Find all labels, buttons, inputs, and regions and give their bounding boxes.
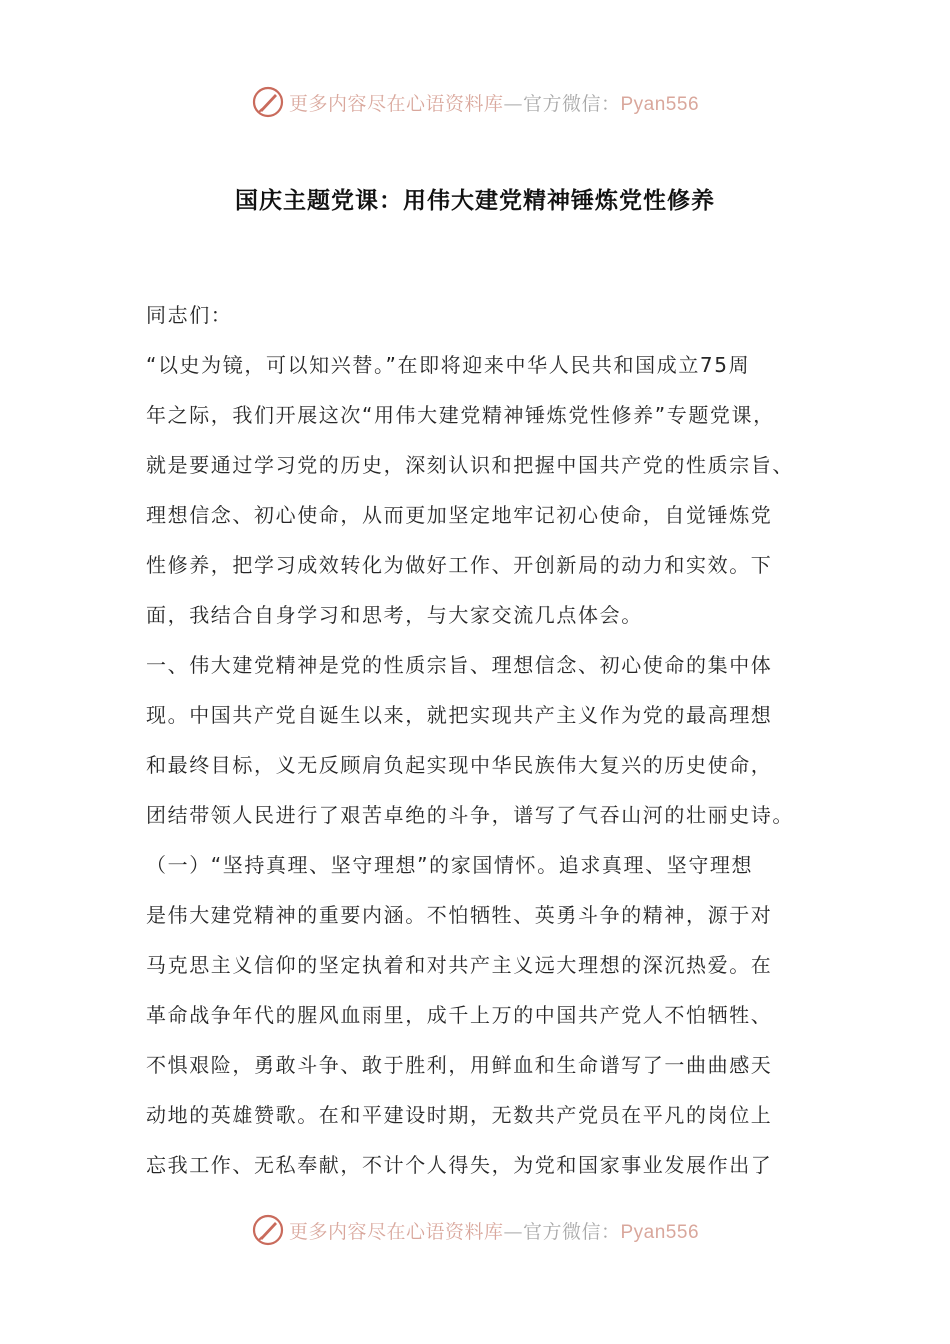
- body-line: “以史为镜，可以知兴替。”在即将迎来中华人民共和国成立75周: [146, 353, 751, 377]
- header-banner-wechat-label: 官方微信：: [522, 92, 621, 115]
- body-line: 同志们：: [146, 303, 233, 327]
- body-line: 革命战争年代的腥风血雨里，成千上万的中国共产党人不怕牺牲、: [146, 1003, 773, 1027]
- footer-banner-main: 更多内容尽在心语资料库: [288, 1220, 504, 1243]
- body-line: 是伟大建党精神的重要内涵。不怕牺牲、英勇斗争的精神，源于对: [146, 903, 773, 927]
- body-line: 面，我结合自身学习和思考，与大家交流几点体会。: [146, 603, 643, 627]
- body-line: 一、伟大建党精神是党的性质宗旨、理想信念、初心使命的集中体: [146, 653, 773, 677]
- header-banner-main: 更多内容尽在心语资料库: [288, 92, 504, 115]
- quill-pen-logo-icon: [251, 85, 285, 119]
- header-banner: [0, 82, 950, 122]
- body-line: （一）“坚持真理、坚守理想”的家国情怀。追求真理、坚守理想: [146, 853, 754, 877]
- header-banner-text: [289, 89, 699, 116]
- quill-pen-logo-icon: [251, 1213, 285, 1247]
- body-line: 动地的英雄赞歌。在和平建设时期，无数共产党员在平凡的岗位上: [146, 1103, 773, 1127]
- body-line: 性修养，把学习成效转化为做好工作、开创新局的动力和实效。下: [146, 553, 773, 577]
- body-line: 马克思主义信仰的坚定执着和对共产主义远大理想的深沉热爱。在: [146, 953, 773, 977]
- body-line: 就是要通过学习党的历史，深刻认识和把握中国共产党的性质宗旨、: [146, 453, 794, 477]
- footer-banner-text: [289, 1217, 699, 1244]
- body-line: 年之际，我们开展这次“用伟大建党精神锤炼党性修养”专题党课，: [146, 403, 775, 427]
- footer-banner-wechat-id: Pyan556: [620, 1221, 700, 1243]
- body-line: 理想信念、初心使命，从而更加坚定地牢记初心使命，自觉锤炼党: [146, 503, 773, 527]
- footer-banner-separator: —: [503, 1220, 523, 1243]
- body-line: 团结带领人民进行了艰苦卓绝的斗争，谱写了气吞山河的壮丽史诗。: [146, 803, 794, 827]
- document-title: 国庆主题党课：用伟大建党精神锤炼党性修养: [235, 188, 715, 214]
- body-line: 和最终目标，义无反顾肩负起实现中华民族伟大复兴的历史使命，: [146, 753, 773, 777]
- header-banner-wechat-id: Pyan556: [620, 93, 700, 115]
- body-line: 现。中国共产党自诞生以来，就把实现共产主义作为党的最高理想: [146, 703, 773, 727]
- footer-banner-wechat-label: 官方微信：: [522, 1220, 621, 1243]
- header-banner-separator: —: [503, 92, 523, 115]
- body-line: 忘我工作、无私奉献，不计个人得失，为党和国家事业发展作出了: [146, 1153, 773, 1177]
- document-body: [146, 290, 814, 1190]
- body-line: 不惧艰险，勇敢斗争、敢于胜利，用鲜血和生命谱写了一曲曲感天: [146, 1053, 773, 1077]
- footer-banner: [0, 1210, 950, 1250]
